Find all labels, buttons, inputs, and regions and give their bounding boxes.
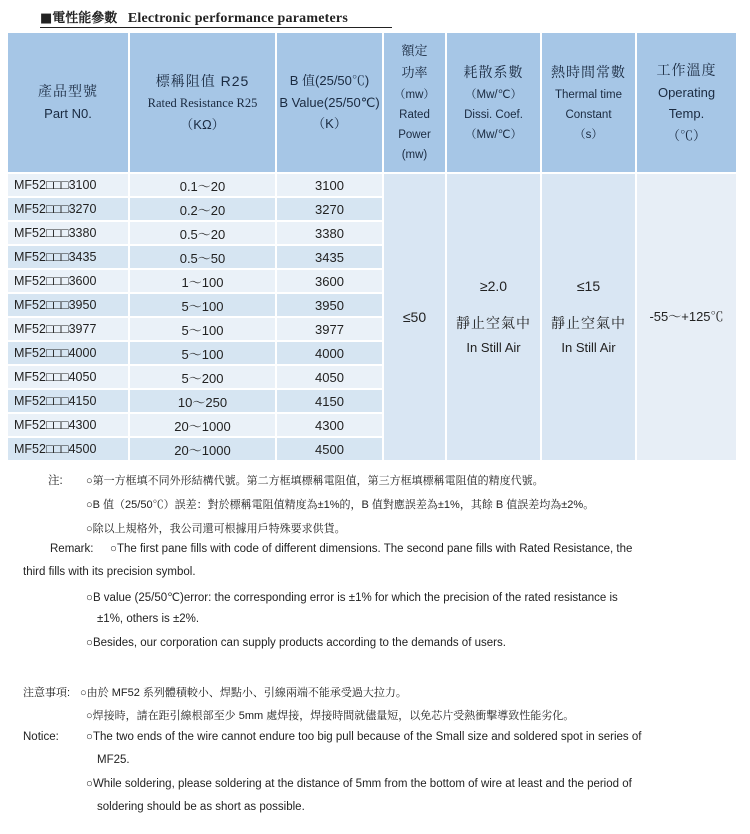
remark-1b: third fills with its precision symbol. (23, 566, 196, 578)
notes-zh-label: 注: (48, 475, 63, 487)
remark-2b: ±1%, others is ±2%. (97, 613, 200, 625)
header-resistance: 標稱阻值 R25 Rated Resistance R25 （KΩ） (130, 33, 277, 174)
cell-b-value: 4300 (277, 414, 384, 438)
cell-resistance: 5～100 (130, 294, 277, 318)
cell-b-value: 4150 (277, 390, 384, 414)
header-thermal-time: 熱時間常數 Thermal time Constant （s） (542, 33, 637, 174)
cell-rated-power: ≤50 (384, 174, 447, 462)
header-part: 產品型號 Part N0. (8, 33, 130, 174)
cell-part: MF52□□□3380 (8, 222, 130, 246)
remark-1a: ○The first pane fills with code of different dimensions. The second pane fills with Rated Resistance, the (110, 543, 633, 555)
cell-part: MF52□□□4150 (8, 390, 130, 414)
note-zh-3: ○除以上規格外，我公司還可根據用戶特殊要求供貨。 (86, 523, 346, 535)
cell-dissipation: ≥2.0 靜止空氣中 In Still Air (447, 174, 542, 462)
cell-resistance: 5～100 (130, 342, 277, 366)
cell-part: MF52□□□4300 (8, 414, 130, 438)
cell-b-value: 4050 (277, 366, 384, 390)
cell-part: MF52□□□3977 (8, 318, 130, 342)
cell-b-value: 3380 (277, 222, 384, 246)
notice-label: Notice: (23, 731, 59, 743)
section-title-en: Electronic performance parameters (127, 11, 348, 26)
table-row (8, 174, 738, 198)
remark-3: ○Besides, our corporation can supply products according to the demands of users. (86, 637, 506, 649)
cell-resistance: 0.5～50 (130, 246, 277, 270)
cell-part: MF52□□□4500 (8, 438, 130, 462)
cell-b-value: 3977 (277, 318, 384, 342)
cell-resistance: 20～1000 (130, 414, 277, 438)
table-header-row (8, 33, 738, 174)
cell-part: MF52□□□3950 (8, 294, 130, 318)
notice-1b: MF25. (97, 754, 130, 766)
cell-b-value: 3100 (277, 174, 384, 198)
notice-2a: ○While soldering, please soldering at the distance of 5mm from the bottom of wire at least and the period of (86, 778, 632, 790)
note-zh-1: ○第一方框填不同外形結構代號。第二方框填標稱電阻值，第三方框填標稱電阻值的精度代號。 (86, 475, 544, 487)
caution-zh-1: ○由於 MF52 系列體積較小、焊點小、引線兩端不能承受過大拉力。 (80, 687, 407, 699)
cell-resistance: 0.5～20 (130, 222, 277, 246)
notice-2b: soldering should be as short as possible. (97, 801, 305, 813)
caution-zh-2: ○焊接時，請在距引線根部至少 5mm 處焊接，焊接時間就儘量短，以免芯片受熱衝擊導致性能劣化。 (86, 710, 575, 722)
remark-label: Remark: (50, 543, 94, 555)
cell-part: MF52□□□3435 (8, 246, 130, 270)
cell-resistance: 0.1～20 (130, 174, 277, 198)
cell-resistance: 10～250 (130, 390, 277, 414)
remark-2a: ○B value (25/50℃)error: the corresponding error is ±1% for which the precision of the rated resistance is (86, 592, 618, 604)
cell-part: MF52□□□4050 (8, 366, 130, 390)
cell-b-value: 3600 (277, 270, 384, 294)
title-underline (40, 27, 392, 28)
header-dissipation: 耗散系數 （Mw/℃） Dissi. Coef. （Mw/℃） (447, 33, 542, 174)
cell-part: MF52□□□3100 (8, 174, 130, 198)
cell-b-value: 4000 (277, 342, 384, 366)
cell-b-value: 3435 (277, 246, 384, 270)
cell-resistance: 5～200 (130, 366, 277, 390)
cell-resistance: 1～100 (130, 270, 277, 294)
notice-1a: ○The two ends of the wire cannot endure too big pull because of the Small size and soldered spot in series of (86, 731, 642, 743)
cell-part: MF52□□□3600 (8, 270, 130, 294)
header-rated-power: 額定功率 （mw） Rated Power (mw) (384, 33, 447, 174)
cell-resistance: 20～1000 (130, 438, 277, 462)
cell-resistance: 0.2～20 (130, 198, 277, 222)
cell-resistance: 5～100 (130, 318, 277, 342)
caution-label: 注意事項: (23, 687, 71, 699)
cell-part: MF52□□□3270 (8, 198, 130, 222)
note-zh-2: ○B 值（25/50℃）誤差：對於標稱電阻值精度為±1%的，B 值對應誤差為±1%，其餘 B 值誤差均為±2%。 (86, 499, 595, 511)
parameters-table (8, 33, 738, 462)
section-title-zh: ■電性能參數 (40, 11, 118, 26)
header-b-value: B 值(25/50℃) B Value(25/50℃) （K） (277, 33, 384, 174)
cell-part: MF52□□□4000 (8, 342, 130, 366)
cell-b-value: 4500 (277, 438, 384, 462)
header-operating-temp: 工作溫度 Operating Temp. （℃） (637, 33, 738, 174)
cell-thermal-time: ≤15 靜止空氣中 In Still Air (542, 174, 637, 462)
cell-b-value: 3270 (277, 198, 384, 222)
section-title (40, 7, 348, 27)
cell-b-value: 3950 (277, 294, 384, 318)
cell-operating-temp: -55～+125℃ (637, 174, 738, 462)
